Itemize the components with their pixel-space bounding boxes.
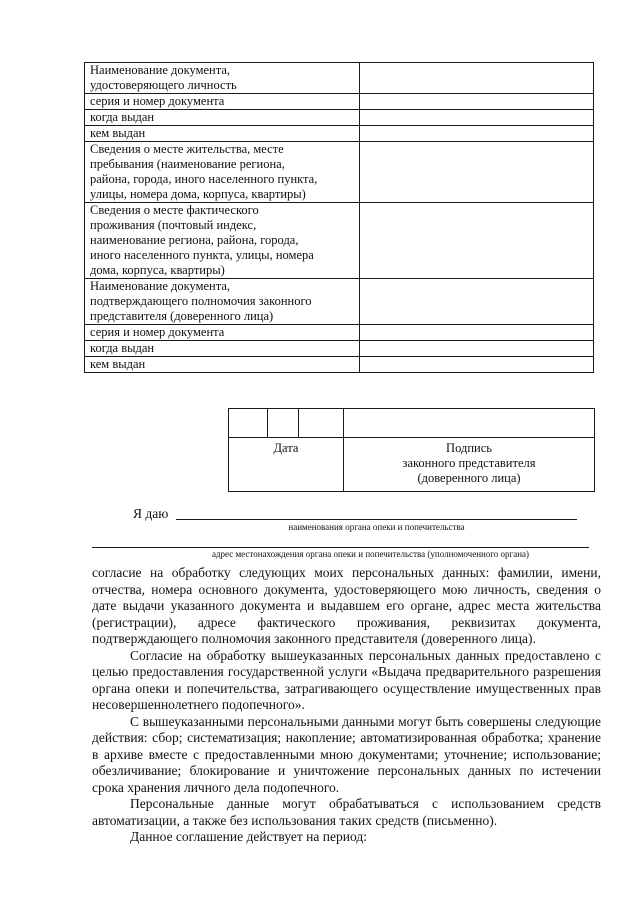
consent-body bbox=[92, 565, 601, 846]
row-value-field[interactable] bbox=[360, 110, 594, 126]
table-row bbox=[85, 63, 594, 94]
date-day-field[interactable] bbox=[229, 409, 268, 438]
table-row bbox=[85, 126, 594, 142]
row-label: серия и номер документа bbox=[85, 94, 360, 110]
date-month-field[interactable] bbox=[268, 409, 299, 438]
row-value-field[interactable] bbox=[360, 341, 594, 357]
row-value-field[interactable] bbox=[360, 142, 594, 203]
row-label: когда выдан bbox=[85, 110, 360, 126]
signature-table bbox=[228, 408, 595, 492]
row-value-field[interactable] bbox=[360, 357, 594, 373]
row-label: когда выдан bbox=[85, 341, 360, 357]
row-value-field[interactable] bbox=[360, 126, 594, 142]
consent-paragraph-2: Согласие на обработку вышеуказанных персональных данных предоставлено с целью предоставления государственной услуги «Выдача предварительного разрешения органа опеки и попечительства, затрагивающего осуществление имущественных прав несовершеннолетнего подопечного». bbox=[92, 647, 601, 712]
signature-caption-row bbox=[229, 438, 595, 492]
row-label: кем выдан bbox=[85, 126, 360, 142]
row-label: кем выдан bbox=[85, 357, 360, 373]
table-row bbox=[85, 341, 594, 357]
row-label: Сведения о месте фактического проживания (почтовый индекс, наименование региона, района, города, иного населенного пункта, улицы, номера дома, корпуса, квартиры) bbox=[85, 203, 360, 279]
table-row bbox=[85, 203, 594, 279]
organ-name-caption: наименования органа опеки и попечительства bbox=[288, 522, 465, 532]
signature-input-row bbox=[229, 409, 595, 438]
organ-address-caption: адрес местонахождения органа опеки и попечительства (уполномоченного органа) bbox=[211, 549, 530, 559]
table-row bbox=[85, 94, 594, 110]
consent-paragraph-1: согласие на обработку следующих моих персональных данных: фамилии, имени, отчества, номера основного документа, удостоверяющего мою личность, сведения о дате выдачи указанного документа и выдавшем его органе, адрес места жительства (регистрации), адресе фактического проживания, реквизитах документа, подтверждающего полномочия законного представителя (доверенного лица). bbox=[92, 565, 601, 646]
row-label: Наименование документа, подтверждающего полномочия законного представителя (доверенного лица) bbox=[85, 279, 360, 325]
row-value-field[interactable] bbox=[360, 279, 594, 325]
row-value-field[interactable] bbox=[360, 63, 594, 94]
consent-paragraph-5: Данное соглашение действует на период: bbox=[130, 829, 367, 844]
row-value-field[interactable] bbox=[360, 203, 594, 279]
row-label: Сведения о месте жительства, месте пребывания (наименование региона, района, города, иного населенного пункта, улицы, номера дома, корпуса, квартиры) bbox=[85, 142, 360, 203]
table-row bbox=[85, 110, 594, 126]
identity-table bbox=[84, 62, 594, 373]
row-label: Наименование документа, удостоверяющего личность bbox=[85, 63, 360, 94]
table-row bbox=[85, 325, 594, 341]
table-row bbox=[85, 142, 594, 203]
signature-label: Подпись законного представителя (доверенного лица) bbox=[344, 438, 595, 492]
row-value-field[interactable] bbox=[360, 94, 594, 110]
row-label: серия и номер документа bbox=[85, 325, 360, 341]
date-year-field[interactable] bbox=[299, 409, 344, 438]
i-give-label: Я даю bbox=[133, 506, 169, 521]
organ-name-line[interactable] bbox=[176, 519, 577, 520]
date-label: Дата bbox=[229, 438, 344, 492]
consent-paragraph-3: С вышеуказанными персональными данными могут быть совершены следующие действия: сбор; систематизация; накопление; автоматизированная обработка; хранение в архиве вместе с предоставленными мною документами; уточнение; использование; обезличивание; блокирование и уничтожение персональных данных по истечении срока хранения личного дела подопечного. bbox=[92, 713, 601, 795]
row-value-field[interactable] bbox=[360, 325, 594, 341]
organ-address-line[interactable] bbox=[92, 547, 589, 548]
table-row bbox=[85, 279, 594, 325]
table-row bbox=[85, 357, 594, 373]
signature-field[interactable] bbox=[344, 409, 595, 438]
consent-paragraph-4: Персональные данные могут обрабатываться с использованием средств автоматизации, а также без использования таких средств (письменно). bbox=[92, 796, 601, 828]
